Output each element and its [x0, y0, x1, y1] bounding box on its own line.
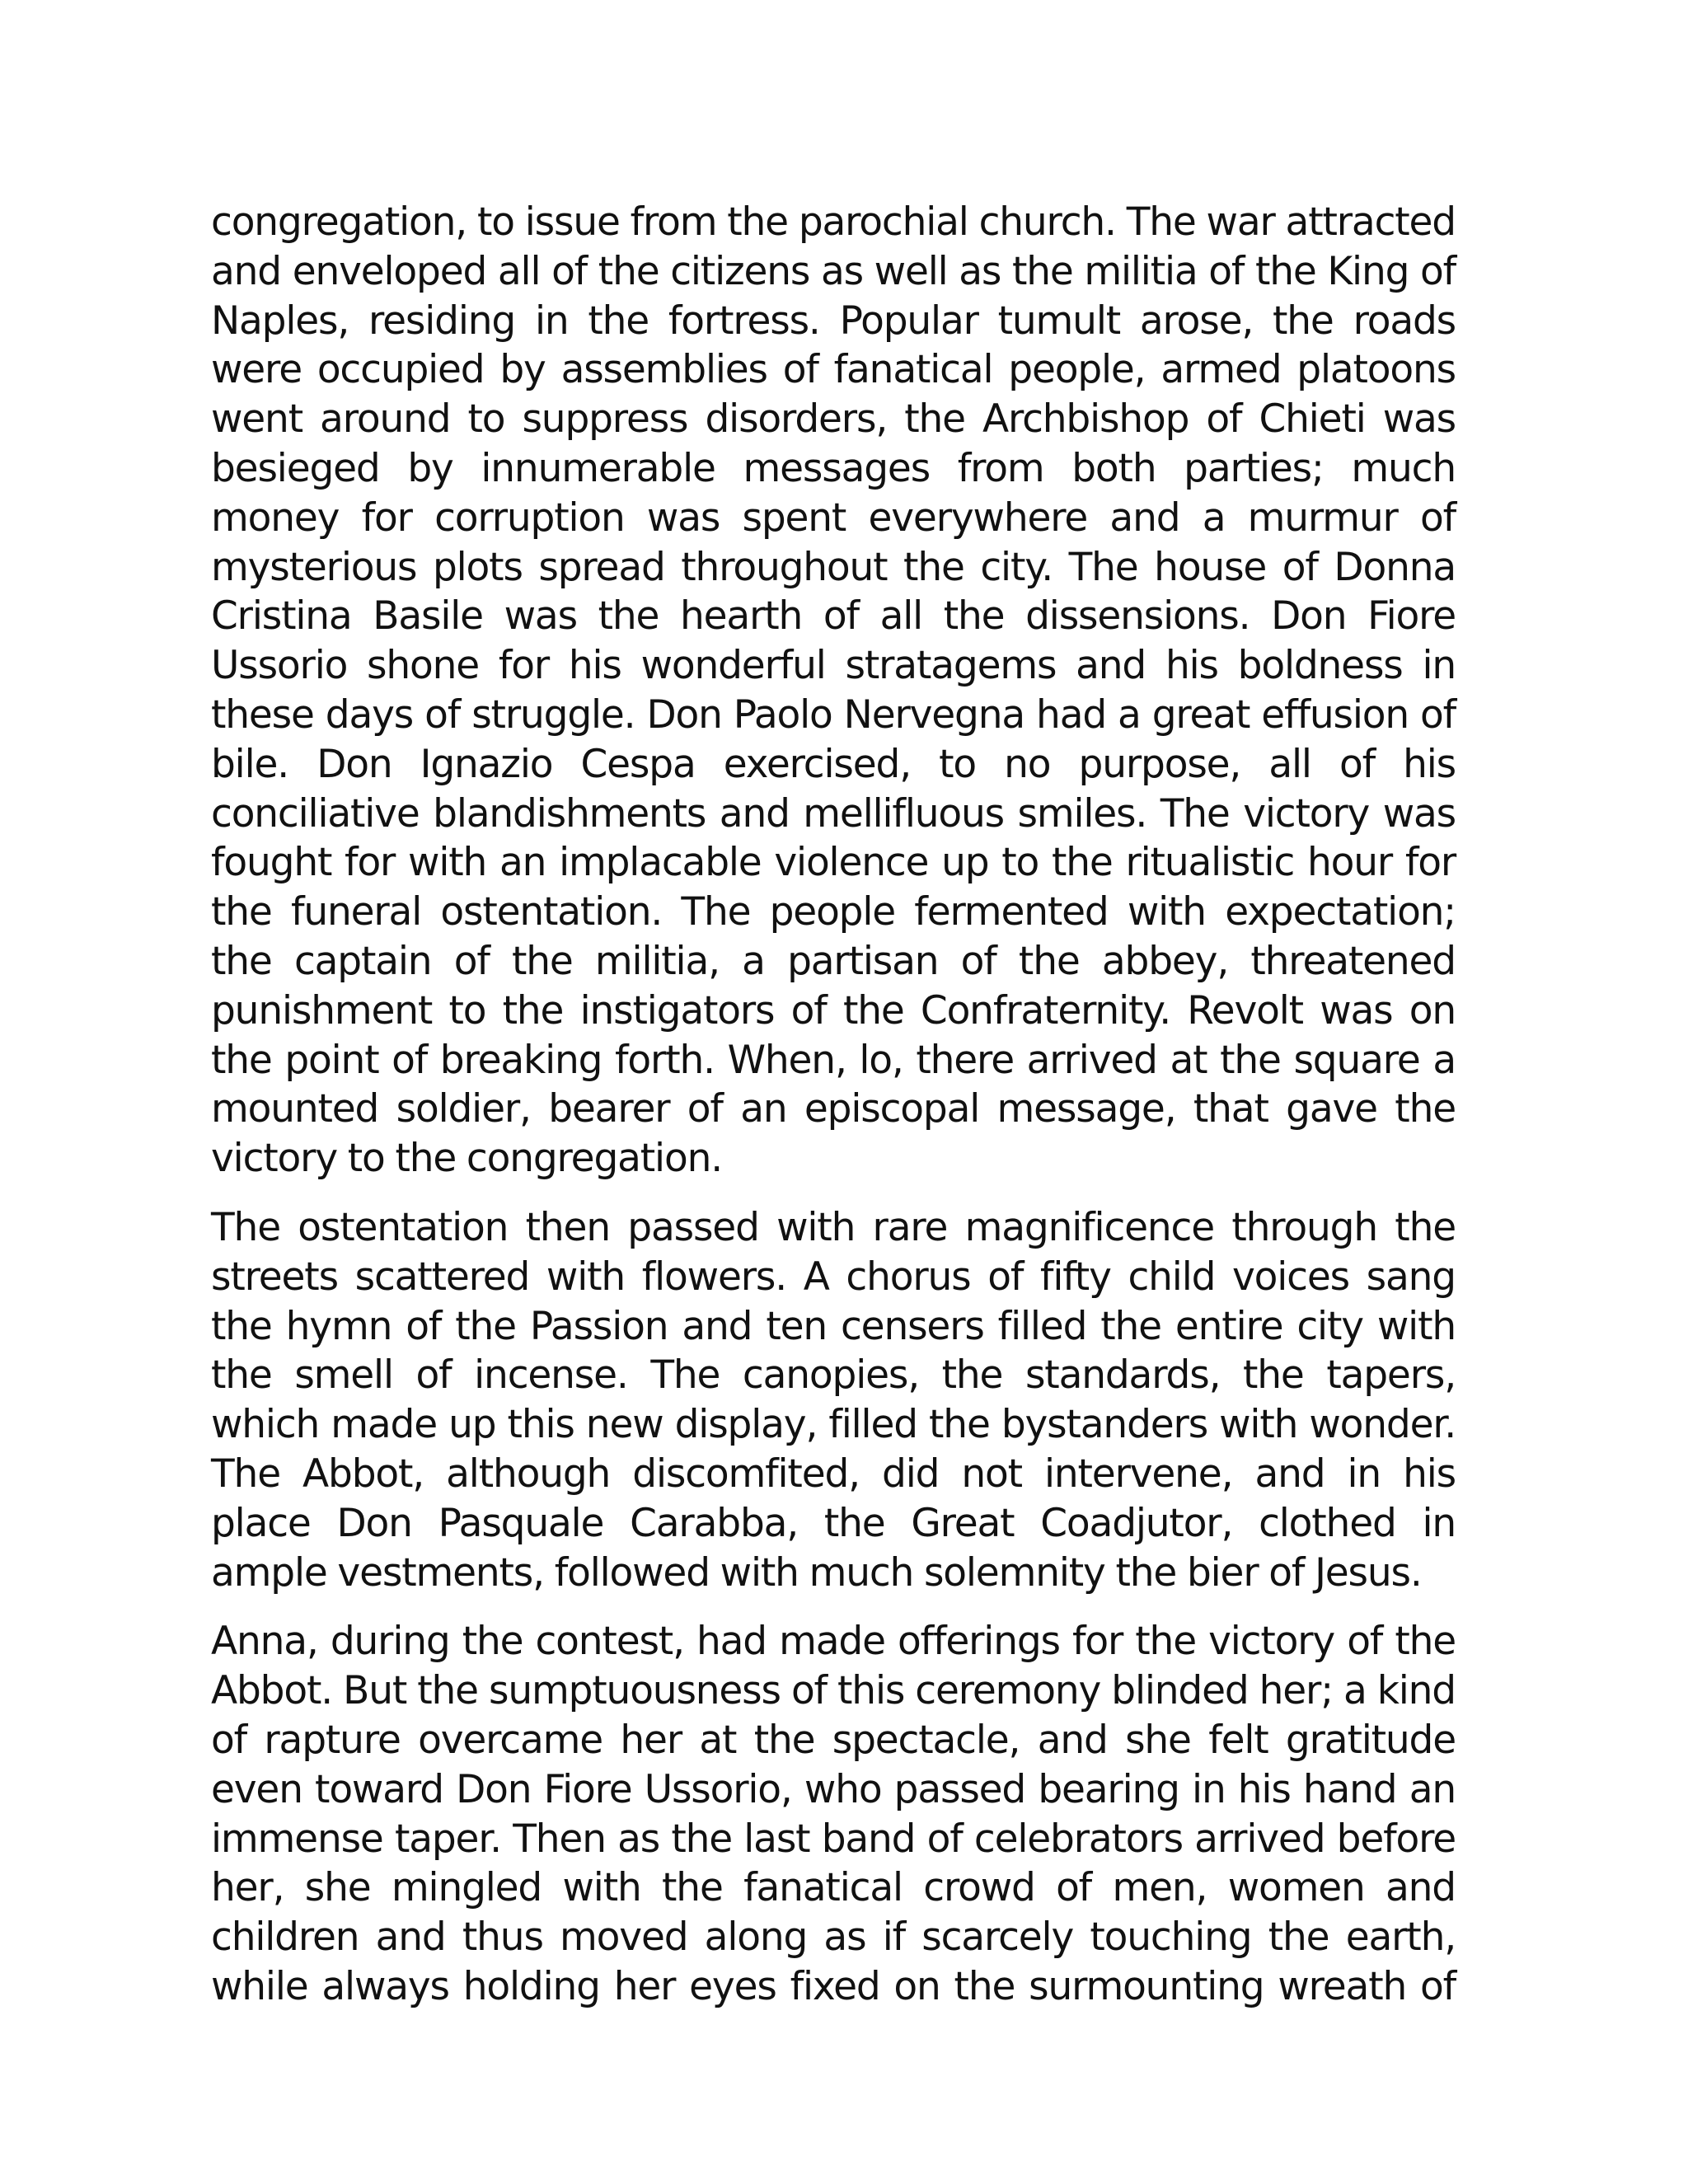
- paragraph: congregation, to issue from the parochial church. The war attracted and enveloped all of the citizens as well as the militia of the King of Naples, residing in the fortress. Popular tumult arose, the roads were occupied by assemblies of fanatical people, armed platoons went around to suppress disorders, the Archbishop of Chieti was besieged by innumerable messages from both parties; much money for corruption was spent everywhere and a murmur of mysterious plots spread throughout the city. The house of Donna Cristina Basile was the hearth of all the dissensions. Don Fiore Ussorio shone for his wonderful stratagems and his boldness in these days of struggle. Don Paolo Nervegna had a great effusion of bile. Don Ignazio Cespa exercised, to no purpose, all of his conciliative blandishments and mellifluous smiles. The victory was fought for with an implacable violence up to the ritualistic hour for the funeral ostentation. The people fermented with expectation; the captain of the militia, a partisan of the abbey, threatened punishment to the instigators of the Confraternity. Revolt was on the point of breaking forth. When, lo, there arrived at the square a mounted soldier, bearer of an episcopal message, that gave the victory to the congregation.: [211, 199, 1456, 1182]
- document-page: [211, 198, 1456, 2032]
- paragraph: Anna, during the contest, had made offerings for the victory of the Abbot. But the sumptuousness of this ceremony blinded her; a kind of rapture overcame her at the spectacle, and she felt gratitude even toward Don Fiore Ussorio, who passed bearing in his hand an immense taper. Then as the last band of celebrators arrived before her, she mingled with the fanatical crowd of men, women and children and thus moved along as if scarcely touching the earth, while always holding her eyes fixed on the surmounting wreath of: [211, 1619, 1456, 2009]
- paragraph: The ostentation then passed with rare magnificence through the streets scattered with flowers. A chorus of fifty child voices sang the hymn of the Passion and ten censers filled the entire city with the smell of incense. The canopies, the standards, the tapers, which made up this new display, filled the bystanders with wonder. The Abbot, although discomfited, did not intervene, and in his place Don Pasquale Carabba, the Great Coadjutor, clothed in ample vestments, followed with much solemnity the bier of Jesus.: [211, 1204, 1456, 1596]
